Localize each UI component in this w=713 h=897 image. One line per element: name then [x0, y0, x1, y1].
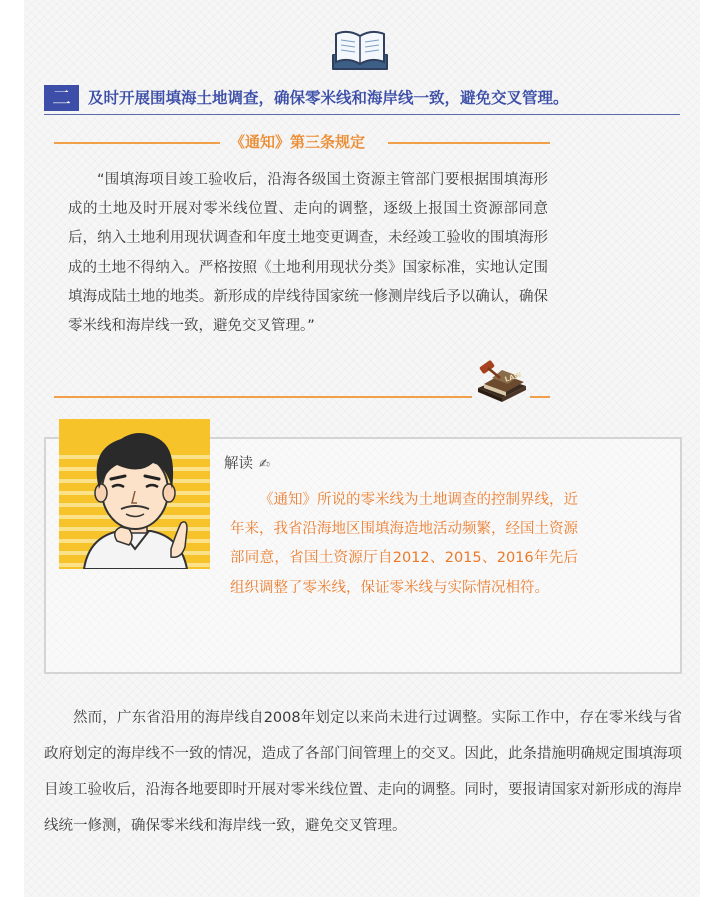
section-header: [44, 84, 680, 115]
body-text: [44, 700, 682, 844]
open-book-icon: [328, 28, 392, 72]
avatar: [59, 419, 210, 569]
pen-icon: ✍: [259, 457, 270, 472]
interpretation-paragraph: 《通知》所说的零米线为土地调查的控制界线，近年来，我省沿海地区围填海造地活动频繁，经国土资源部同意，省国土资源厅自2012、2015、2016年先后组织调整了零米线，保证零米线与实际情况相符。: [230, 492, 578, 596]
interpretation-label: [224, 453, 270, 476]
notice-quote-text: “围填海项目竣工验收后，沿海各级国土资源主管部门要根据围填海形成的土地及时开展对零米线位置、走向的调整，逐级上报国土资源部同意后，纳入土地利用现状调查和年度土地变更调查，未经竣工验收的围填海形成的土地不得纳入。严格按照《土地利用现状分类》国家标准，实地认定围填海成陆土地的地类。新形成的岸线待国家统一修测岸线后予以确认，确保零米线和海岸线一致，避免交叉管理。”: [68, 172, 548, 335]
divider-bottom: [54, 396, 472, 398]
law-label: LAW: [503, 370, 523, 384]
section-title: 及时开展围填海土地调查，确保零米线和海岸线一致，避免交叉管理。: [88, 89, 569, 107]
divider-bottom-right: [530, 396, 550, 398]
section-number-badge: 二: [44, 85, 79, 111]
notice-quote: [68, 166, 548, 341]
interpretation-text: [230, 486, 578, 603]
divider-right: [388, 142, 550, 144]
divider-left: [54, 142, 220, 144]
body-paragraph: 然而，广东省沿用的海岸线自2008年划定以来尚未进行过调整。实际工作中，存在零米线与省政府划定的海岸线不一致的情况，造成了各部门间管理上的交叉。因此，此条措施明确规定围填海项目竣工验收后，沿海各地要即时开展对零米线位置、走向的调整。同时，要报请国家对新形成的海岸线统一修测，确保零米线和海岸线一致，避免交叉管理。: [44, 710, 682, 834]
interpretation-label-text: 解读: [224, 456, 253, 472]
notice-title: 《通知》第三条规定: [230, 133, 366, 151]
gavel-book-icon: [472, 356, 530, 402]
